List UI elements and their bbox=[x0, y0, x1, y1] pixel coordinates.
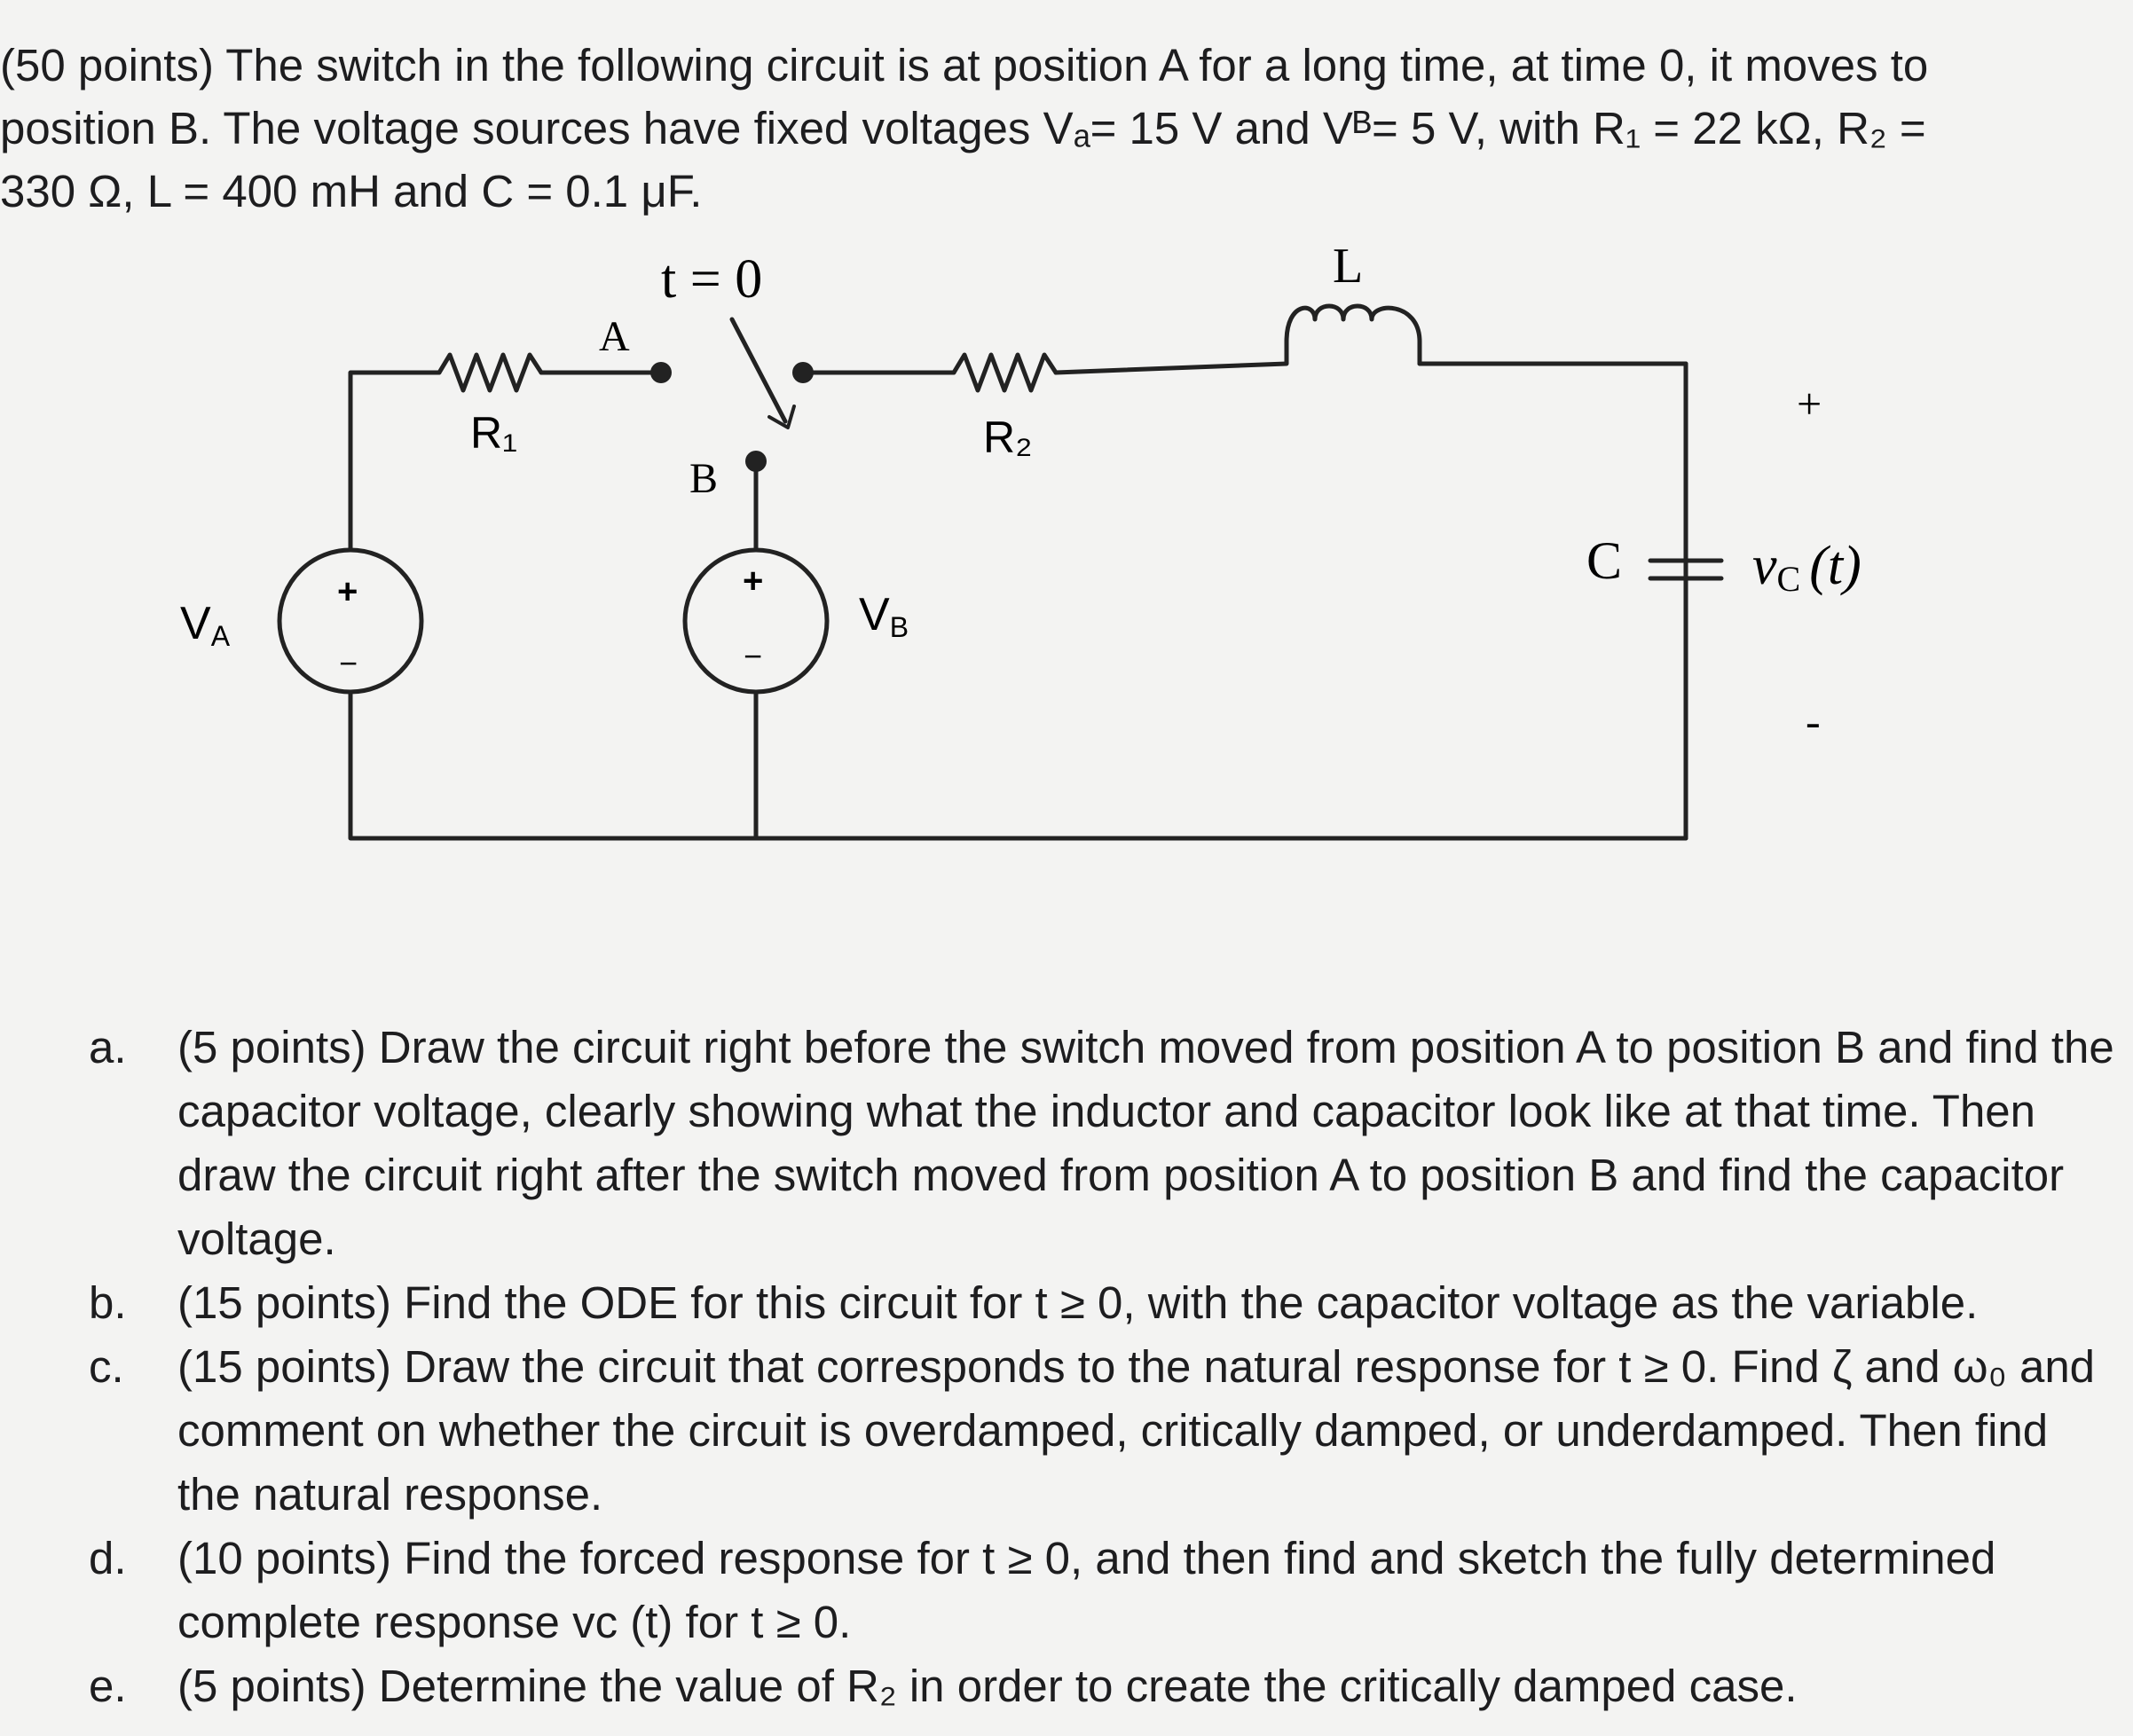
question-part bbox=[0, 1335, 2121, 1527]
intro-line-1: (50 points) The switch in the following circuit is at position A for a long time, at time 0, it moves to bbox=[0, 40, 1929, 90]
part-text: (15 points) Draw the circuit that corresponds to the natural response for t ≥ 0. Find ζ and ω₀ and comment on whether the circuit is overdamped, critically damped, or underdamped. Then find the natural response. bbox=[177, 1341, 2096, 1520]
vc-minus-sign: - bbox=[1806, 696, 1821, 746]
part-text: (5 points) Draw the circuit right before the switch moved from position A to position B and find the capacitor voltage, clearly showing what the inductor and capacitor look like at that time. Then draw the circuit right after the switch moved from position A to position B and find the capacitor voltage. bbox=[177, 1022, 2114, 1264]
question-part bbox=[0, 1527, 2121, 1654]
r2-label: R₂ bbox=[983, 412, 1033, 462]
part-letter: c. bbox=[89, 1341, 124, 1392]
inductor-label: L bbox=[1333, 239, 1364, 294]
r2-resistor-zigzag bbox=[954, 355, 1056, 390]
source-va-plus: + bbox=[337, 572, 358, 611]
question-part bbox=[0, 1654, 2121, 1718]
capacitor-label: C bbox=[1586, 531, 1623, 590]
part-text: (10 points) Find the forced response for t ≥ 0, and then find and sketch the fully determined complete response vᴄ (t) for t ≥ 0. bbox=[177, 1533, 1996, 1647]
question-parts-list bbox=[0, 1016, 2133, 1718]
part-text: (5 points) Determine the value of R₂ in order to create the critically damped case. bbox=[177, 1661, 1798, 1711]
node-b-label: B bbox=[689, 455, 719, 502]
intro-line-2: position B. The voltage sources have fixed voltages Vₐ= 15 V and Vᴮ= 5 V, with R₁ = 22 kΩ, R₂ = bbox=[0, 103, 1926, 153]
source-vb-plus: + bbox=[743, 562, 764, 601]
vc-label: vC (t) bbox=[1752, 536, 1861, 599]
wire-left-top bbox=[350, 373, 439, 568]
switch-time-label: t = 0 bbox=[661, 249, 763, 310]
question-part bbox=[0, 1271, 2121, 1335]
node-a-dot bbox=[650, 362, 672, 383]
source-va-label: VA bbox=[180, 598, 231, 652]
intro-line-3: 330 Ω, L = 400 mH and C = 0.1 μF. bbox=[0, 166, 703, 216]
wire-r2-to-inductor bbox=[1056, 342, 1287, 373]
question-part bbox=[0, 1016, 2121, 1271]
vc-plus-sign: + bbox=[1797, 379, 1822, 428]
node-a-label: A bbox=[599, 313, 630, 360]
node-b-dot bbox=[745, 451, 767, 472]
source-vb-label: VB bbox=[859, 589, 909, 643]
node-switch-dot bbox=[792, 362, 814, 383]
part-letter: e. bbox=[89, 1661, 127, 1711]
part-letter: a. bbox=[89, 1022, 127, 1072]
inductor-coil bbox=[1287, 306, 1420, 364]
source-vb-minus: − bbox=[744, 638, 763, 674]
part-letter: b. bbox=[89, 1277, 127, 1328]
switch-blade bbox=[732, 319, 785, 421]
r1-label: R₁ bbox=[470, 408, 517, 458]
part-text: (15 points) Find the ODE for this circuit for t ≥ 0, with the capacitor voltage as the variable. bbox=[177, 1277, 1979, 1328]
r1-resistor-zigzag bbox=[439, 355, 541, 390]
part-letter: d. bbox=[89, 1533, 127, 1583]
source-va-minus: − bbox=[339, 645, 358, 681]
